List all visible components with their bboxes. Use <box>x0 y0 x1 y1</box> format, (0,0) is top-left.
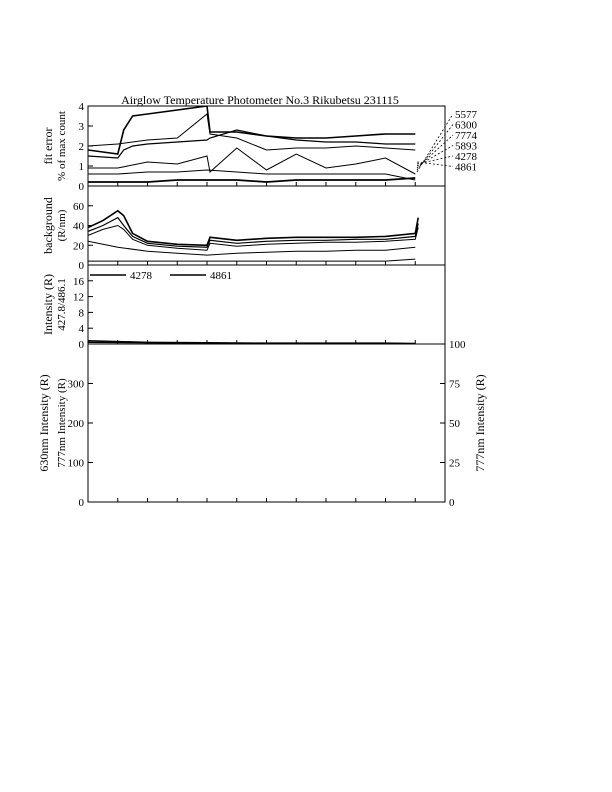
y-tick-label: 60 <box>73 200 84 213</box>
y-tick-label: 4 <box>78 101 84 113</box>
y-tick-label: 0 <box>78 260 84 272</box>
y-tick-label: 1 <box>78 161 84 173</box>
y-tick-label: 4 <box>78 323 84 336</box>
y2-tick-label: 25 <box>449 457 460 470</box>
series-line-b4 <box>88 241 415 255</box>
y-axis-label: fit error <box>41 127 55 165</box>
legend-label: 4861 <box>210 270 232 282</box>
panel-frame <box>88 186 445 265</box>
legend-label: 7774 <box>455 130 477 142</box>
y-tick-label: 12 <box>73 291 84 304</box>
series-line-b5 <box>88 259 415 261</box>
y-axis-label: Intensity (R) <box>41 274 55 335</box>
y-tick-label: 2 <box>78 141 84 153</box>
y-tick-label: 300 <box>67 378 84 391</box>
legend-label: 5893 <box>455 140 477 153</box>
y-axis-label: 630nm Intensity (R) <box>37 374 51 472</box>
y2-axis-label: 777nm Intensity (R) <box>473 374 487 472</box>
y2-tick-label: 75 <box>449 378 460 391</box>
series-line-b3 <box>88 226 418 251</box>
series-group <box>88 211 418 261</box>
series-line-b1 <box>88 211 418 246</box>
legend-label: 5577 <box>455 109 477 121</box>
legend-label: 6300 <box>455 119 477 132</box>
y2-tick-label: 100 <box>449 339 466 351</box>
series-line-5893 <box>88 148 415 174</box>
y-tick-label: 0 <box>78 339 84 351</box>
panel-2 <box>41 186 445 272</box>
series-line-7774 <box>88 114 415 150</box>
legend-leader <box>417 162 453 167</box>
y-axis-label-2: 427.8/486.1 <box>56 278 68 331</box>
y-tick-label: 40 <box>73 220 84 233</box>
panel-3 <box>41 265 445 351</box>
series-line-4861 <box>88 178 415 182</box>
y-tick-label: 20 <box>73 240 84 253</box>
panel-frame <box>88 344 445 502</box>
y-tick-label: 16 <box>73 275 84 288</box>
y-tick-label: 100 <box>67 457 84 470</box>
y2-tick-label: 0 <box>449 497 455 509</box>
panel-4 <box>37 339 487 509</box>
series-group <box>88 106 415 182</box>
y2-tick-label: 50 <box>449 418 460 430</box>
series-group <box>88 341 415 344</box>
legend-label: 4861 <box>455 161 477 174</box>
panel-1 <box>41 101 478 193</box>
y-tick-label: 0 <box>78 181 84 193</box>
y-axis-label: background <box>41 197 55 254</box>
y-axis-label-2: 777nm Intensity (R) <box>56 378 68 468</box>
y-tick-label: 200 <box>67 418 84 430</box>
legend-label: 4278 <box>455 151 477 163</box>
y-axis-label-2: (R/nm) <box>56 209 68 242</box>
chart-title: Airglow Temperature Photometer No.3 Rikubetsu 231115 <box>121 93 399 107</box>
y-tick-label: 8 <box>78 307 84 320</box>
series-line-4278 <box>88 170 415 180</box>
y-axis-label-2: % of max count <box>56 111 68 181</box>
series-line-b2 <box>88 218 418 248</box>
legend-label: 4278 <box>130 270 152 282</box>
y-tick-label: 3 <box>78 121 84 133</box>
y-tick-label: 0 <box>78 497 84 509</box>
